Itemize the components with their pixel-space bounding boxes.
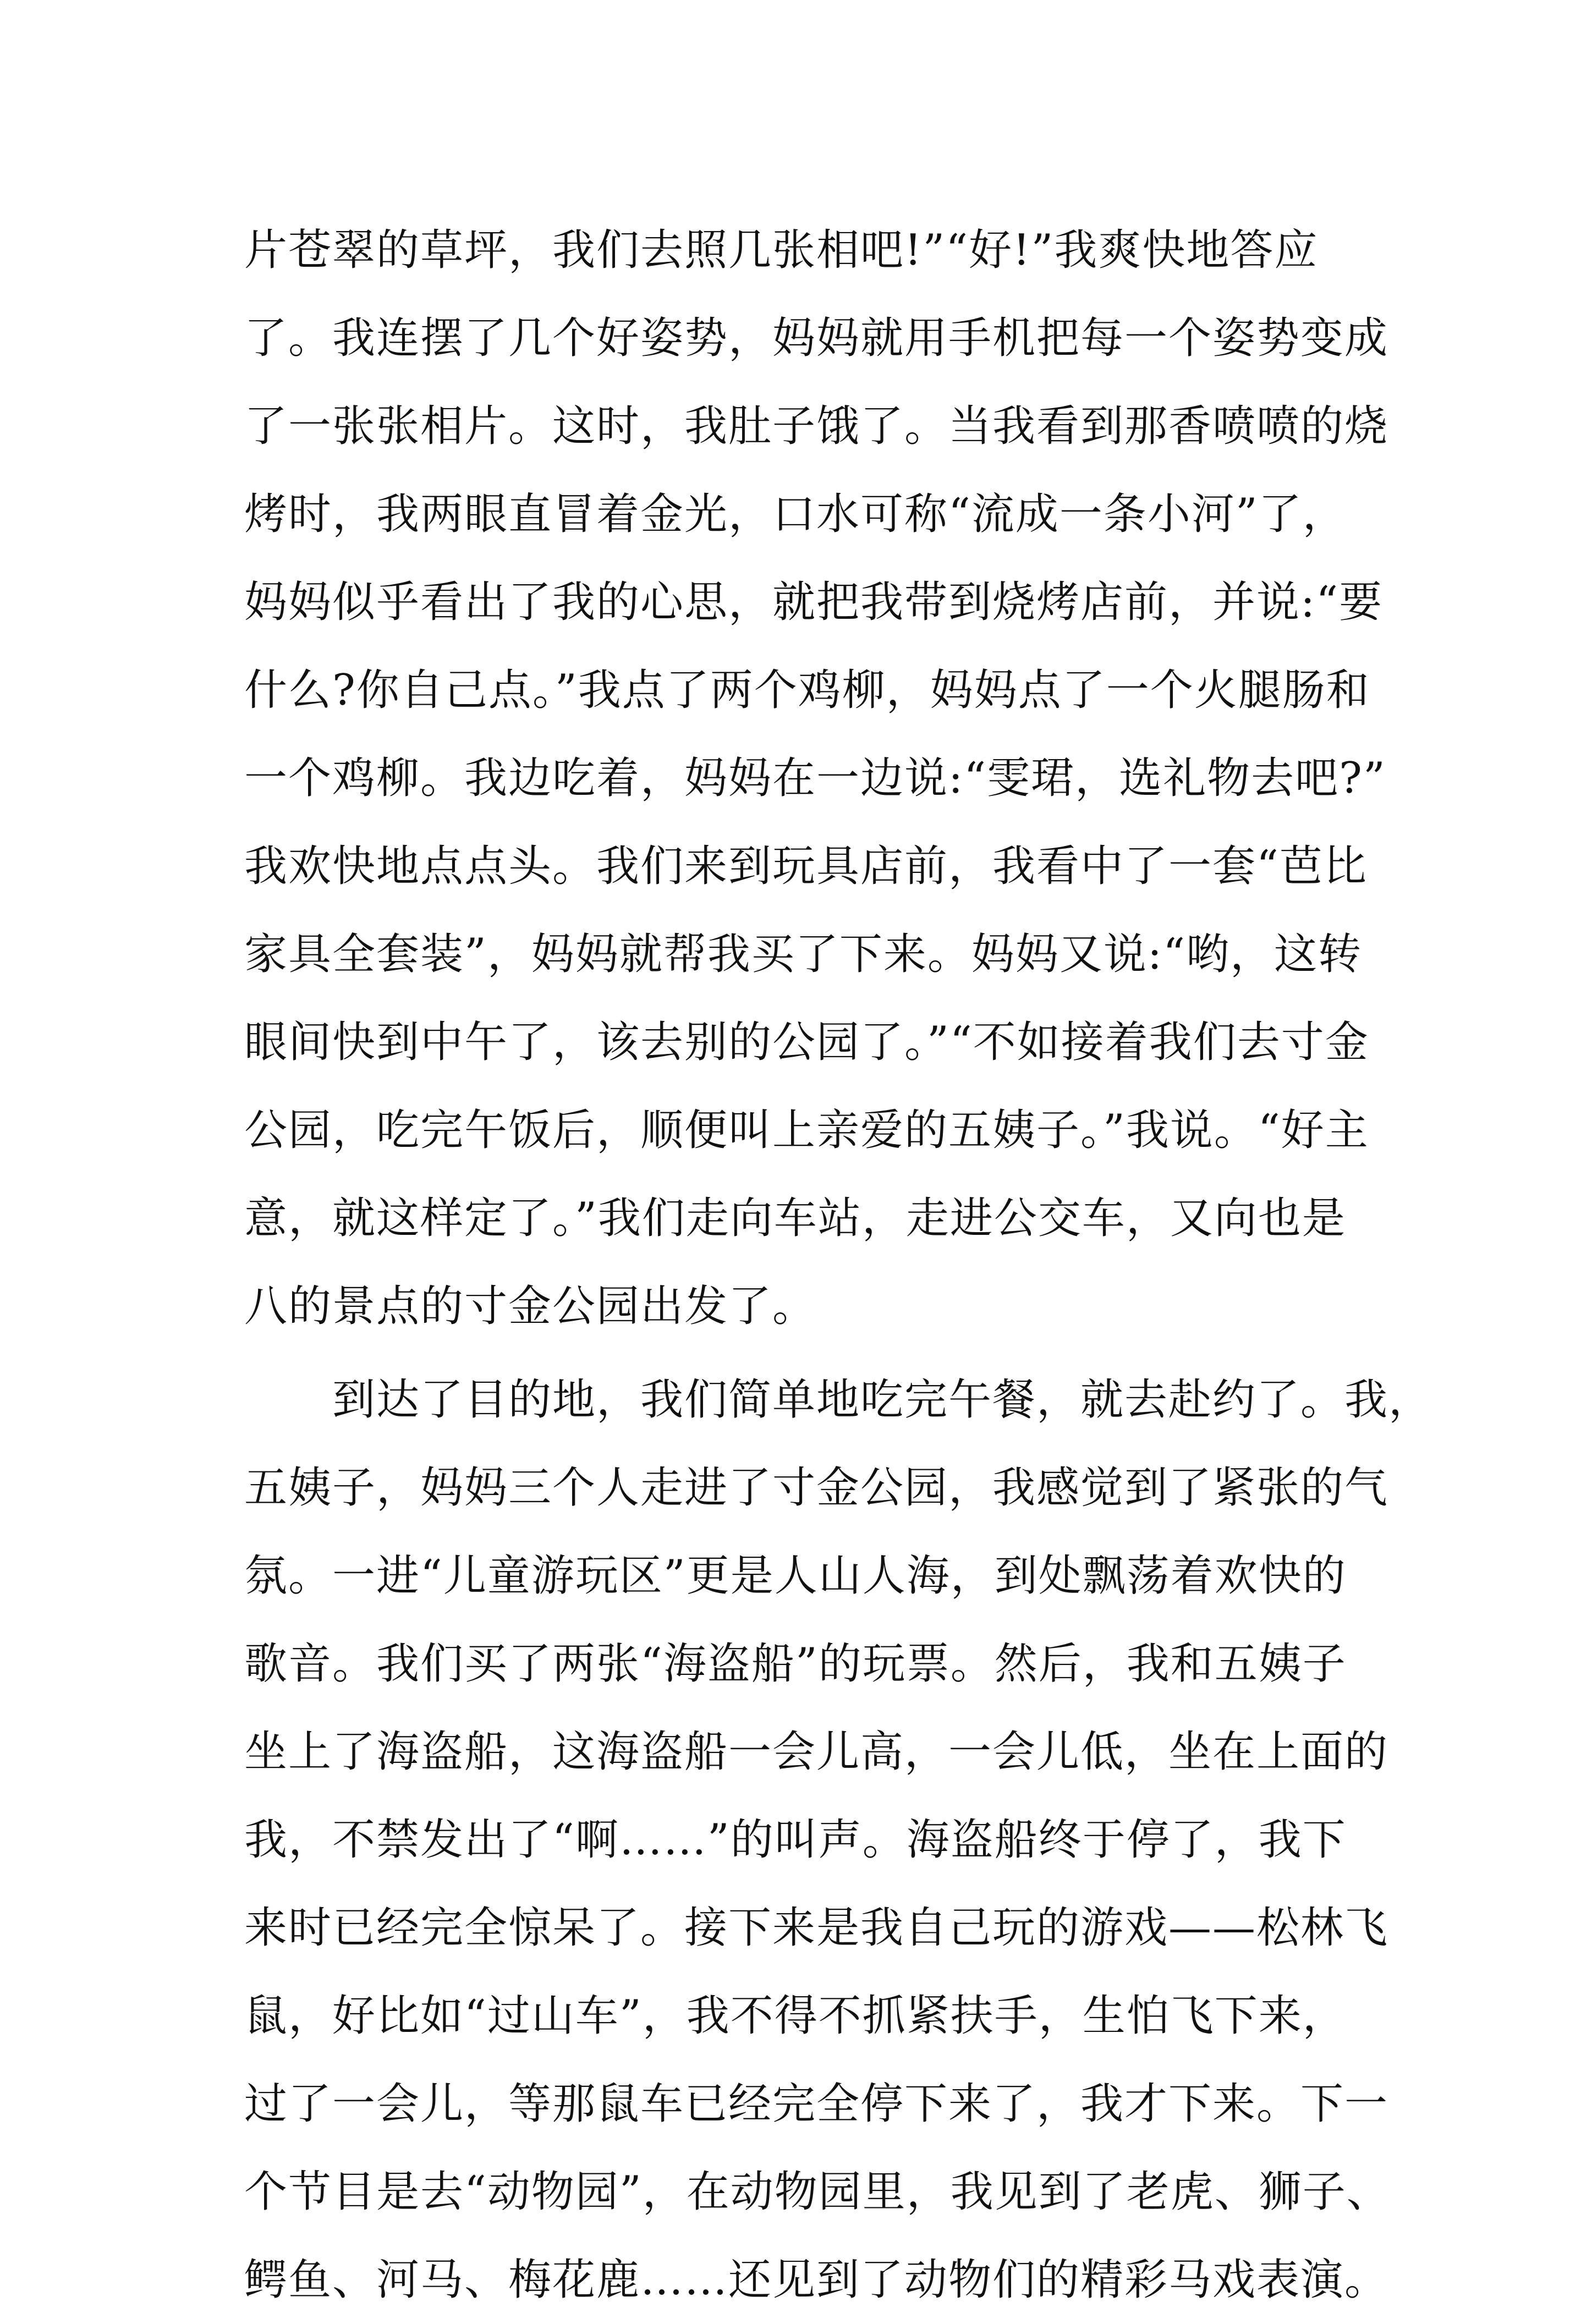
text-line: 了。我连摆了几个好姿势，妈妈就用手机把每一个姿势变成	[244, 314, 1389, 363]
text-line: 了一张张相片。这时，我肚子饿了。当我看到那香喷喷的烧	[244, 402, 1389, 451]
text-line: 烤时，我两眼直冒着金光，口水可称“流成一条小河”了，	[244, 490, 1347, 539]
text-line: 一个鸡柳。我边吃着，妈妈在一边说:“雯珺，选礼物去吧?”	[244, 754, 1386, 803]
paragraph-1	[244, 206, 1394, 1350]
text-line: 我欢快地点点头。我们来到玩具店前，我看中了一套“芭比	[244, 842, 1368, 891]
text-line: 家具全套装”，妈妈就帮我买了下来。妈妈又说:“哟，这转	[244, 930, 1363, 979]
document-body	[244, 206, 1433, 2324]
paragraph-2	[244, 1356, 1433, 2324]
text-line: 什么?你自己点。”我点了两个鸡柳，妈妈点了一个火腿肠和	[244, 666, 1370, 715]
text-line: 八的景点的寸金公园出发了。	[244, 1282, 817, 1331]
paragraph-spacer	[244, 1350, 1394, 1356]
text-line: 片苍翠的草坪，我们去照几张相吧!”“好!”我爽快地答应	[244, 226, 1319, 275]
text-line: 意，就这样定了。”我们走向车站，走进公交车，又向也是	[244, 1194, 1346, 1243]
text-line: 鼠，好比如“过山车”，我不得不抓紧扶手，生怕飞下来，	[244, 1991, 1347, 2041]
text-line: 个节目是去“动物园”，在动物园里，我见到了老虎、狮子、	[244, 2167, 1391, 2217]
text-line: 坐上了海盗船，这海盗船一会儿高，一会儿低，坐在上面的	[244, 1727, 1389, 1777]
text-line: 眼间快到中午了，该去别的公园了。”“不如接着我们去寸金	[244, 1018, 1369, 1067]
text-line: 来时已经完全惊呆了。接下来是我自己玩的游戏——松林飞	[244, 1903, 1389, 1953]
text-line: 妈妈似乎看出了我的心思，就把我带到烧烤店前，并说:“要	[244, 578, 1384, 627]
text-line: 我，不禁发出了“啊……”的叫声。海盗船终于停了，我下	[244, 1815, 1347, 1865]
text-line: 歌音。我们买了两张“海盗船”的玩票。然后，我和五姨子	[244, 1639, 1347, 1689]
text-line: 氛。一进“儿童游玩区”更是人山人海，到处飘荡着欢快的	[244, 1551, 1347, 1601]
text-line: 公园，吃完午饭后，顺便叫上亲爱的五姨子。”我说。“好主	[244, 1106, 1369, 1155]
text-line: 过了一会儿，等那鼠车已经完全停下来了，我才下来。下一	[244, 2079, 1389, 2129]
text-line: 五姨子，妈妈三个人走进了寸金公园，我感觉到了紧张的气	[244, 1463, 1389, 1513]
text-line: 鳄鱼、河马、梅花鹿……还见到了动物们的精彩马戏表演。	[244, 2255, 1389, 2305]
text-line: 到达了目的地，我们简单地吃完午餐，就去赴约了。我，	[244, 1375, 1433, 1425]
